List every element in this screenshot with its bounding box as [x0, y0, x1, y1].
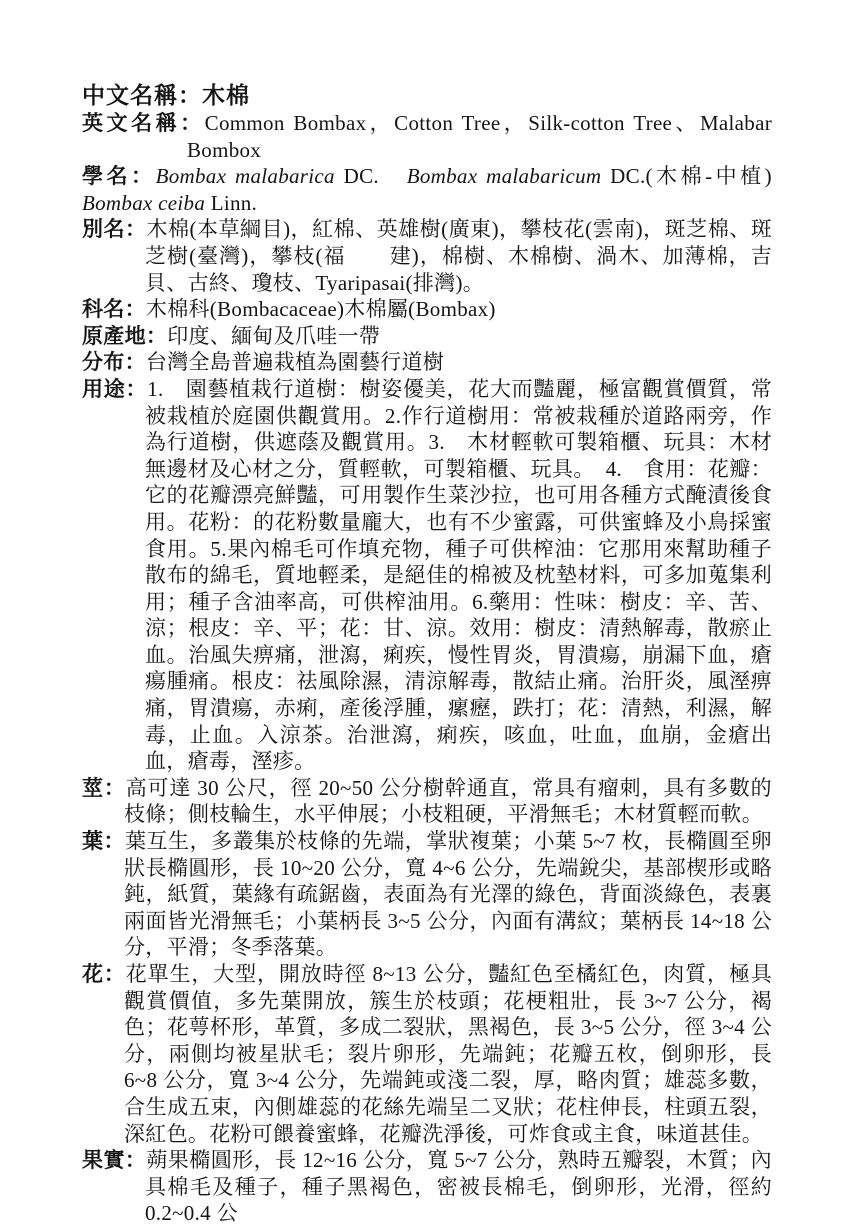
scientific-name-italic: Bombax malabarica	[155, 164, 335, 189]
entry-label-fruit: 果實：	[82, 1148, 147, 1173]
entry-label-leaf: 葉：	[82, 829, 126, 854]
entry-text: 花單生，大型，開放時徑 8~13 公分，豔紅色至橘紅色，肉質，極具觀賞價值，多先葉開放，簇生於枝頭；花梗粗壯，長 3~7 公分，褐色；花萼杯形，革質，多成二裂狀，黑褐色，長 3~5 公分，徑 3~4 公分，兩側均被星狀毛；裂片卵形，先端鈍；花瓣五枚，倒卵形，長 6~8 公分，寬 3~4 公分，先端鈍或淺二裂，厚，略肉質；雄蕊多數，合生成五束，內側雄蕊的花絲先端呈二叉狀；花柱伸長，柱頭五裂，深紅色。花粉可餵養蜜蜂，花瓣洗淨後，可炸食或主食，味道甚佳。	[124, 962, 772, 1146]
page-title: 中文名稱：木棉	[82, 83, 250, 108]
entry-fruit	[82, 1147, 772, 1227]
document-page	[82, 82, 794, 1227]
scientific-name-italic: Bombax ceiba	[82, 190, 206, 215]
entry-english-name	[82, 110, 772, 163]
entry-label-scientific-name: 學名：	[82, 164, 156, 189]
entry-text: 1. 園藝植栽行道樹：樹姿優美，花大而豔麗，極富觀賞價質，常被栽植於庭園供觀賞用。2.作行道樹用：常被栽種於道路兩旁，作為行道樹，供遮蔭及觀賞用。3. 木材輕軟可製箱櫃、玩具：木材無邊材及心材之分，質輕軟，可製箱櫃、玩具。 4. 食用：花瓣：它的花瓣漂亮鮮豔，可用製作生菜沙拉，也可用各種方式醃漬後食用。花粉：的花粉數量龐大，也有不少蜜露，可供蜜蜂及小鳥採蜜食用。5.果內棉毛可作填充物，種子可供榨油：它那用來幫助種子散布的綿毛，質地輕柔，是絕佳的棉被及枕墊材料，可多加蒐集利用；種子含油率高，可供榨油用。6.藥用：性味：樹皮：辛、苦、涼；根皮：辛、平；花：甘、涼。效用：樹皮：清熱解毒，散瘀止血。治風失痹痛，泄瀉，痢疾，慢性胃炎，胃潰瘍，崩漏下血，瘡瘍腫痛。根皮：祛風除濕，清涼解毒，散結止痛。治肝炎，風溼痹痛，胃潰瘍，赤痢，產後浮腫，瘰癧，跌打；花：清熱，利濕，解毒，止血。入涼茶。治泄瀉，痢疾，咳血，吐血，血崩，金瘡出血，瘡毒，溼疹。	[145, 376, 773, 774]
entry-text: 葉互生，多叢集於枝條的先端，掌狀複葉；小葉 5~7 枚，長橢圓至卵狀長橢圓形，長 10~20 公分，寬 4~6 公分，先端銳尖，基部楔形或略鈍，紙質，葉緣有疏鋸齒，表面為有光澤的綠色，背面淡綠色，表裏兩面皆光滑無毛；小葉柄長 3~5 公分，內面有溝紋；葉柄長 14~18 公分，平滑；冬季落葉。	[124, 829, 772, 960]
entry-text: 高可達 30 公尺，徑 20~50 公分樹幹通直，常具有瘤刺，具有多數的枝條；側枝輪生，水平伸展；小枝粗硬，平滑無毛；木材質輕而軟。	[124, 775, 772, 827]
entry-label-stem: 莖：	[82, 775, 126, 800]
entry-label-flower: 花：	[82, 962, 126, 986]
entry-label-family: 科名：	[82, 297, 146, 322]
entry-text: 台灣全島普遍栽植為園藝行道樹	[145, 350, 445, 375]
entry-text: 蒴果橢圓形，長 12~16 公分，寬 5~7 公分，熟時五瓣裂，木質；內具棉毛及種子，種子黑褐色，密被長棉毛，倒卵形，光滑，徑約 0.2~0.4 公	[145, 1148, 772, 1226]
entry-flower	[82, 961, 772, 1147]
document-body	[82, 110, 794, 1227]
entry-label-origin: 原產地：	[82, 323, 168, 348]
entry-distribution	[82, 349, 772, 376]
entry-family	[82, 296, 772, 323]
entry-label-distribution: 分布：	[82, 350, 146, 375]
entry-origin	[82, 323, 772, 350]
entry-label-aliases: 別名：	[82, 217, 147, 242]
entry-text: 印度、緬甸及爪哇一帶	[167, 323, 381, 348]
entry-text: 木棉科(Bombacaceae)木棉屬(Bombax)	[145, 297, 496, 322]
entry-text: DC.	[334, 164, 407, 189]
entry-stem	[82, 775, 772, 828]
entry-label-uses: 用途：	[82, 376, 148, 401]
entry-uses	[82, 376, 772, 775]
entry-scientific-name	[82, 163, 794, 216]
scientific-name-italic: Bombax malabaricum	[406, 164, 602, 189]
entry-text: 木棉(本草綱目)，紅棉、英雄樹(廣東)，攀枝花(雲南)，斑芝棉、斑芝樹(臺灣)，攀枝(福 建)，棉樹、木棉樹、渦木、加薄棉，吉貝、古終、瓊枝、Tyaripasai(排灣)。	[145, 217, 773, 295]
entry-aliases	[82, 216, 772, 296]
entry-text: Linn.	[205, 190, 258, 215]
entry-leaf	[82, 828, 772, 961]
entry-text: Common Bombax，Cotton Tree，Silk-cotton Tree、Malabar Bombox	[187, 111, 773, 162]
entry-label-english-name: 英文名稱：	[82, 111, 205, 135]
entry-text: DC.(木棉-中植)	[601, 164, 794, 189]
